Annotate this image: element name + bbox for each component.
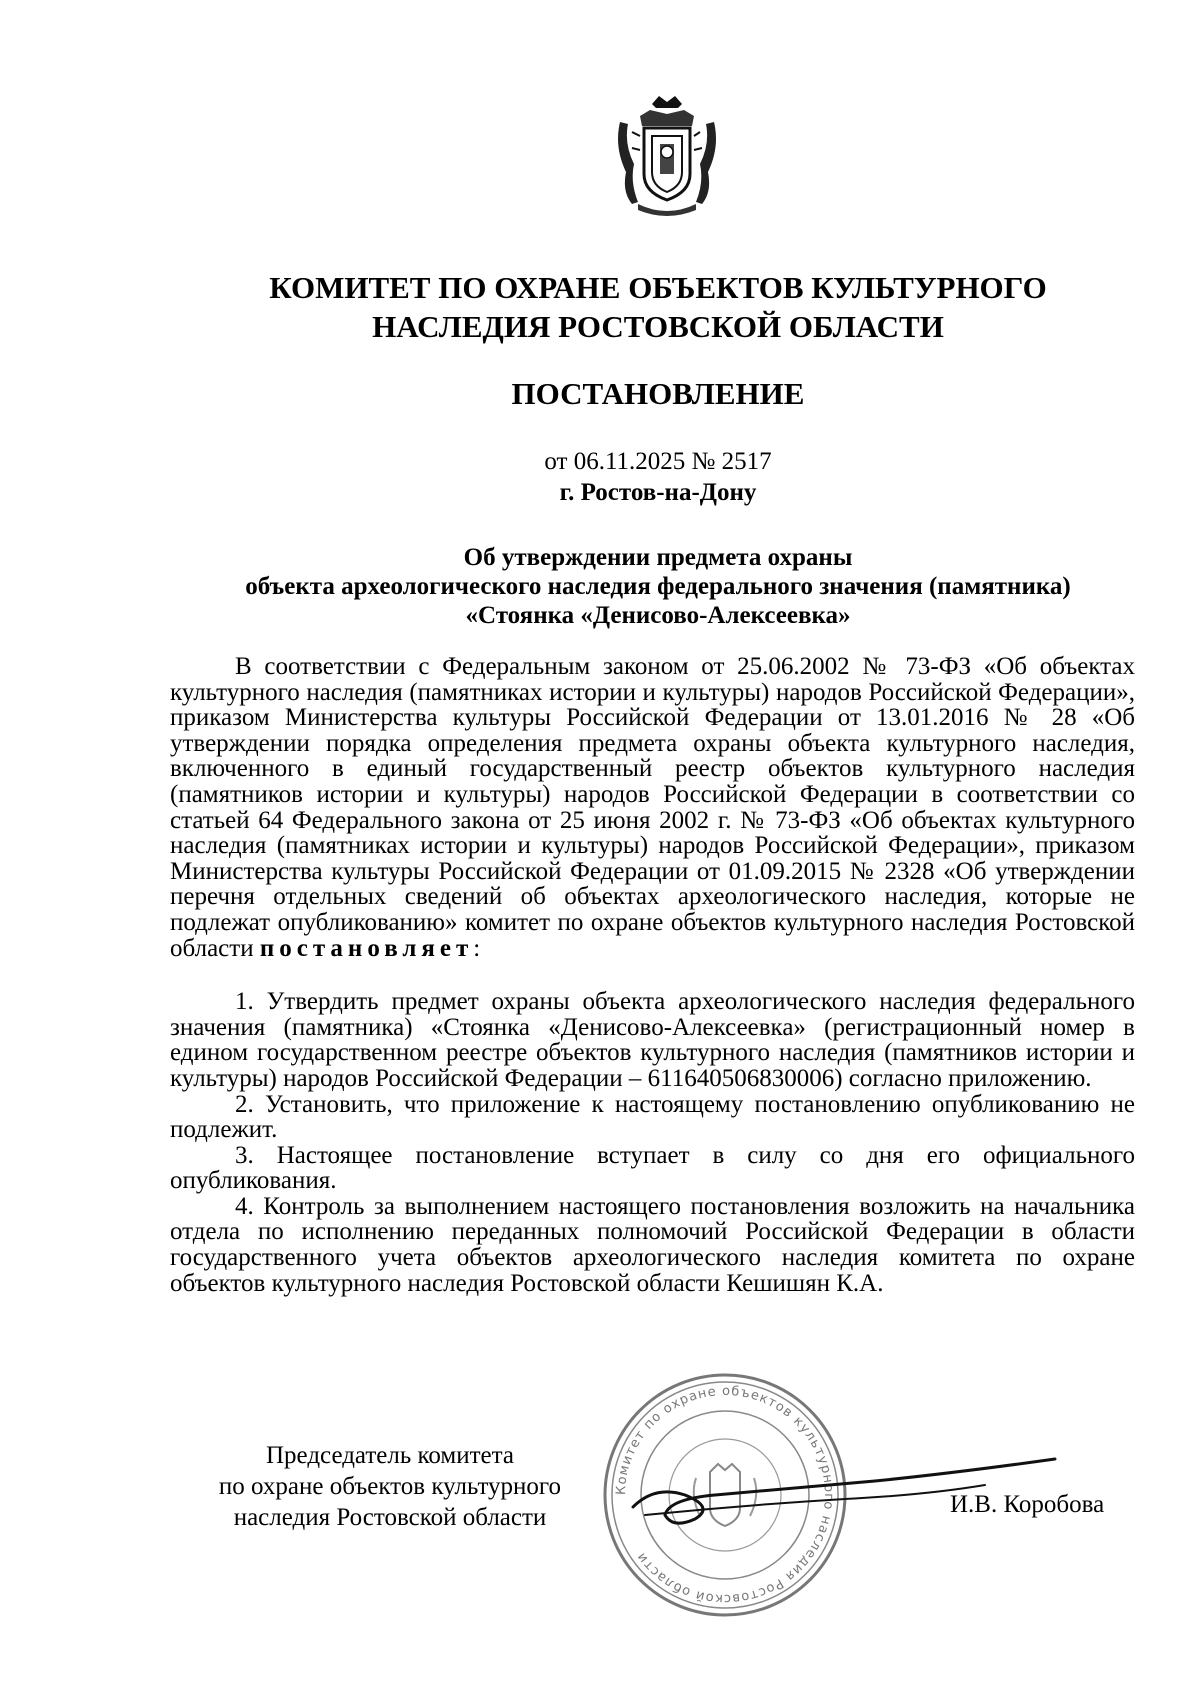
document-city: г. Ростов-на-Дону xyxy=(559,479,757,506)
document-date-number: от 06.11.2025 № 2517 xyxy=(544,448,772,475)
resolution-item-1: 1. Утвердить предмет охраны объекта археологического наследия федерального значения (памятника) «Стоянка «Денисово-Алексеевка» (регистрационный номер в едином государственном реестре объектов культурного наследия (памятников истории и культуры) народов Российской Федерации – 611640506830006) согласно приложению. xyxy=(170,988,1135,1092)
resolution-item-3: 3. Настоящее постановление вступает в силу со дня его официального опубликования. xyxy=(170,1141,1135,1195)
organization-name-line1: КОМИТЕТ ПО ОХРАНЕ ОБЪЕКТОВ КУЛЬТУРНОГО xyxy=(269,270,1047,305)
document-body xyxy=(170,654,1135,1296)
coat-of-arms-emblem xyxy=(612,92,722,222)
signatory-title-line1: Председатель комитета xyxy=(266,1442,514,1469)
stamp-lettering: Комитет по охране объектов культурного наследия Ростовской области xyxy=(613,1383,837,1607)
signatory-title xyxy=(170,1440,610,1533)
preamble-tail: : xyxy=(473,934,481,962)
resolution-item-4: 4. Контроль за выполнением настоящего постановления возложить на начальника отдела по исполнению переданных полномочий Российской Федерации в области государственного учета объектов археологического наследия комитета по охране объектов культурного наследия Ростовской области Кешишян К.А. xyxy=(170,1192,1135,1297)
resolution-item-2: 2. Установить, что приложение к настоящему постановлению опубликованию не подлежит. xyxy=(170,1090,1135,1144)
signatory-name: И.В. Коробова xyxy=(950,1491,1105,1518)
signatory-title-line2: по охране объектов культурного xyxy=(218,1473,562,1500)
preamble-paragraph xyxy=(170,654,1135,961)
document-subject xyxy=(0,543,1200,630)
decree-word: постановляет xyxy=(259,934,474,962)
preamble-text: В соответствии с Федеральным законом от 25.06.2002 № 73-ФЗ «Об объектах культурного наследия (памятниках истории и культуры) народов Российской Федерации», приказом Министерства культуры Российской Федерации от 13.01.2016 № 28 «Об утверждении порядка определения предмета охраны объекта культурного наследия, включенного в единый государственный реестр объектов культурного наследия (памятников истории и культуры) народов Российской Федерации в соответствии со статьей 64 Федерального закона от 25 июня 2002 г. № 73-ФЗ «Об объектах культурного наследия (памятниках истории и культуры) народов Российской Федерации», приказом Министерства культуры Российской Федерации от 01.09.2015 № 2328 «Об утверждении перечня отдельных сведений об объектах археологического наследия, которые не подлежат опубликованию» комитет по охране объектов культурного наследия Ростовской области xyxy=(170,653,1135,962)
subject-line2: объекта археологического наследия федерального значения (памятника) xyxy=(245,573,1071,600)
organization-name-line2: НАСЛЕДИЯ РОСТОВСКОЙ ОБЛАСТИ xyxy=(372,309,944,344)
subject-line1: Об утверждении предмета охраны xyxy=(463,544,853,571)
subject-line3: «Стоянка «Денисово-Алексеевка» xyxy=(465,602,851,629)
signatory-title-line3: наследия Ростовской области xyxy=(233,1504,547,1531)
organization-name xyxy=(0,268,1200,346)
document-type: ПОСТАНОВЛЕНИЕ xyxy=(511,376,805,411)
